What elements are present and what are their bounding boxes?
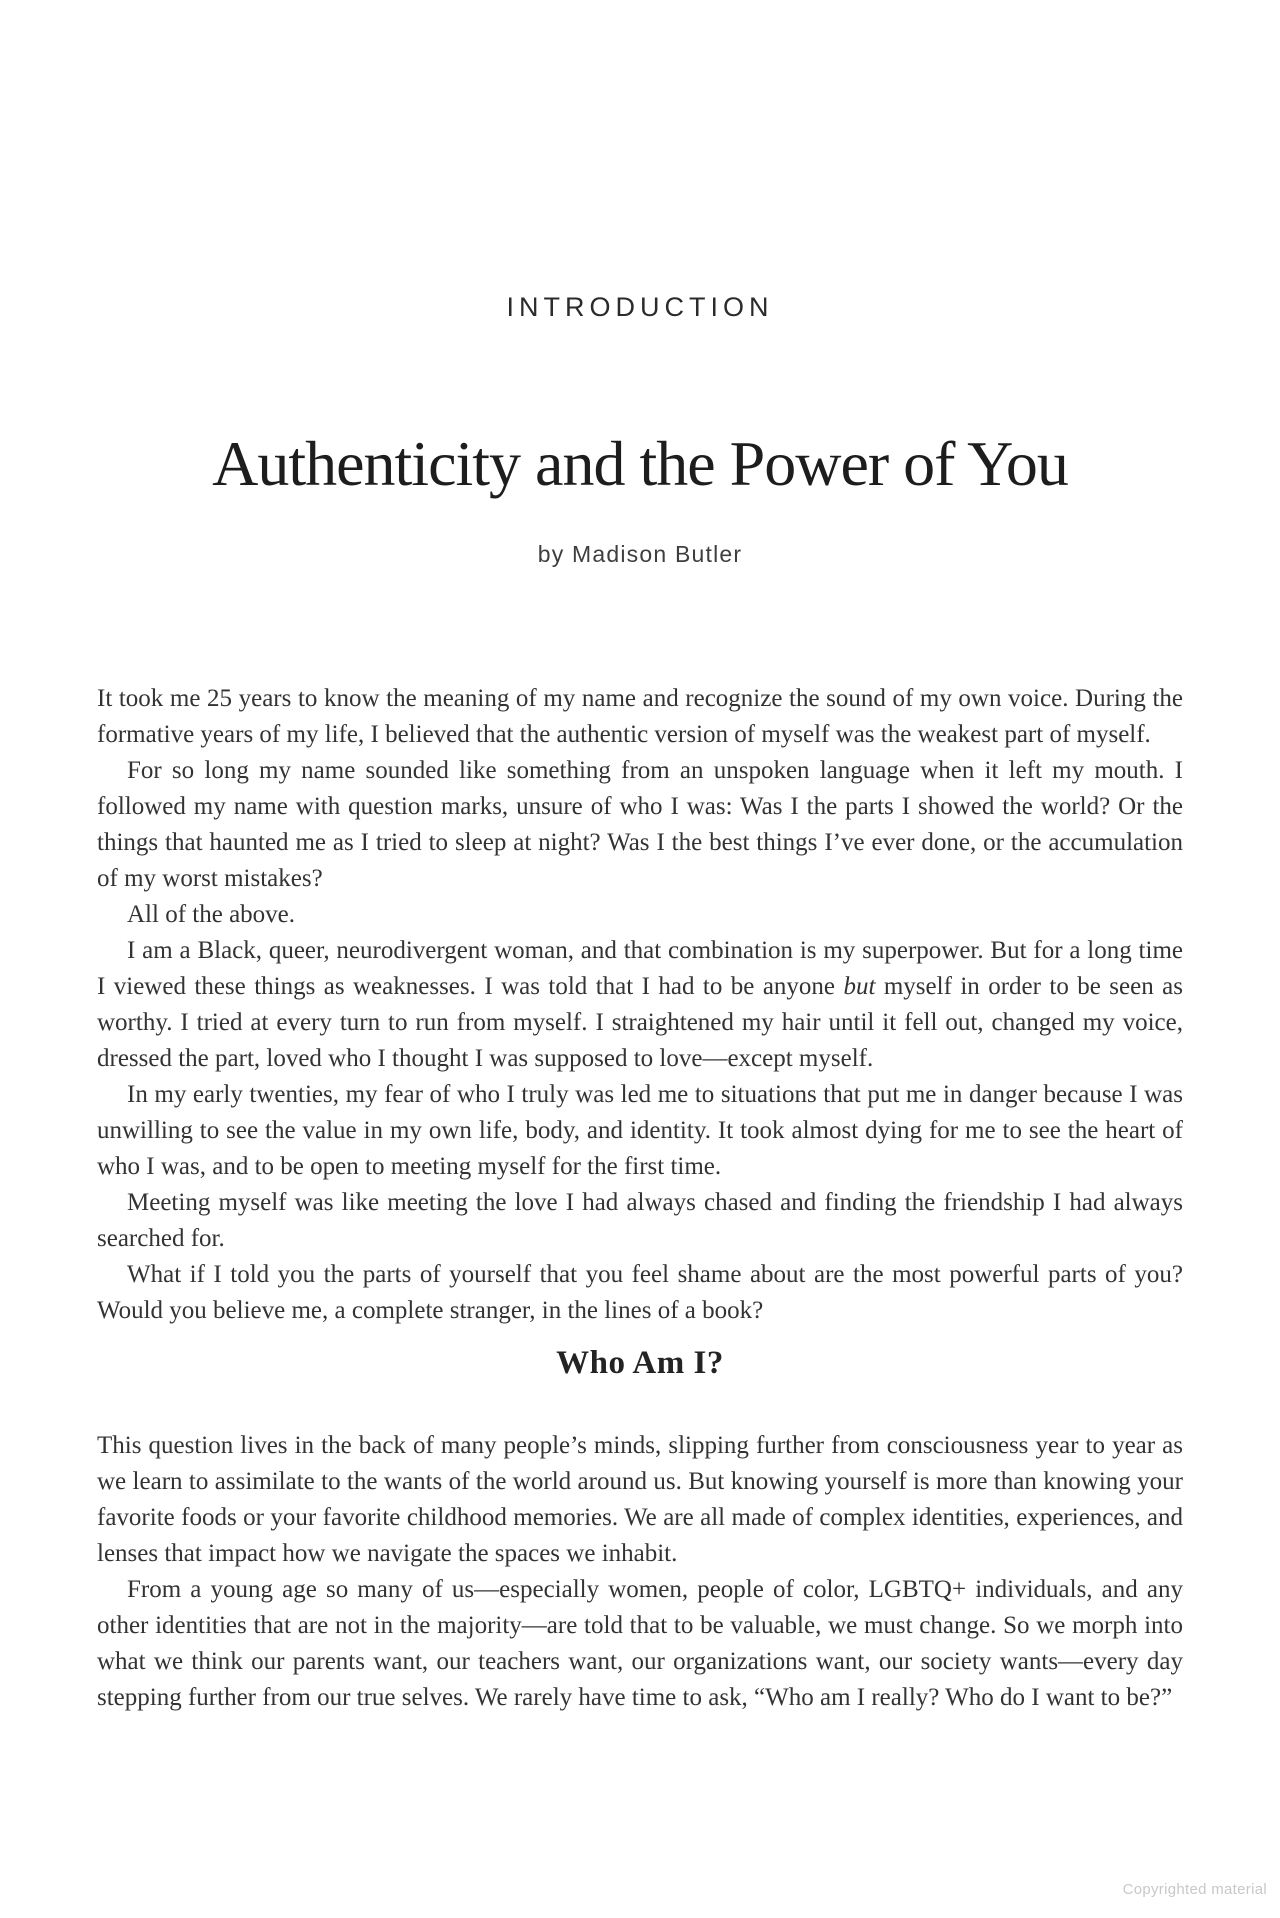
copyright-watermark: Copyrighted material <box>1122 1881 1267 1898</box>
paragraph <box>97 1572 1183 1716</box>
paragraph <box>97 933 1183 1077</box>
paragraph <box>97 1257 1183 1329</box>
text-run: It took me 25 years to know the meaning of my name and recognize the sound of my own voice. During the formative years of my life, I believed that the authentic version of myself was the weakest part of myself. <box>97 685 1183 748</box>
text-run: All of the above. <box>127 901 296 928</box>
byline: by Madison Butler <box>537 541 743 567</box>
paragraph <box>97 681 1183 753</box>
text-run: In my early twenties, my fear of who I truly was led me to situations that put me in danger because I was unwilling to see the value in my own life, body, and identity. It took almost dying for me to see the heart of who I was, and to be open to meeting myself for the first time. <box>97 1081 1183 1180</box>
text-run: For so long my name sounded like something from an unspoken language when it left my mouth. I followed my name with question marks, unsure of who I was: Was I the parts I showed the world? Or the things that haunted me as I tried to sleep at night? Was I the best things I’ve ever done, or the accumulation of my worst mistakes? <box>97 757 1183 892</box>
paragraph <box>97 1185 1183 1257</box>
paragraph <box>97 1077 1183 1185</box>
paragraph <box>97 753 1183 897</box>
italic-text-run: but <box>843 973 876 1000</box>
text-run: Meeting myself was like meeting the love I had always chased and finding the friendship I had always searched for. <box>97 1189 1183 1252</box>
body-text <box>97 681 1183 1716</box>
page-title: Authenticity and the Power of You <box>212 428 1068 499</box>
paragraph <box>97 897 1183 933</box>
chapter-kicker: INTRODUCTION <box>506 292 774 322</box>
text-run: From a young age so many of us—especially women, people of color, LGBTQ+ individuals, and any other identities that are not in the majority—are told that to be valuable, we must change. So we morph into what we think our parents want, our teachers want, our organizations want, our society wants—every day stepping further from our true selves. We rarely have time to ask, “Who am I really? Who do I want to be?” <box>97 1576 1183 1711</box>
section-heading: Who Am I? <box>556 1345 724 1381</box>
text-run: I am a Black, queer, neurodivergent woman, and that combination is my superpower. But for a long time I viewed these things as weaknesses. I was told that I had to be anyone <box>97 937 1183 1000</box>
text-run: What if I told you the parts of yourself that you feel shame about are the most powerful parts of you? Would you believe me, a complete stranger, in the lines of a book? <box>97 1261 1183 1324</box>
paragraph <box>97 1428 1183 1572</box>
text-run: This question lives in the back of many people’s minds, slipping further from consciousness year to year as we learn to assimilate to the wants of the world around us. But knowing yourself is more than knowing your favorite foods or your favorite childhood memories. We are all made of complex identities, experiences, and lenses that impact how we navigate the spaces we inhabit. <box>97 1432 1183 1567</box>
text-run: myself in order to be seen as worthy. I tried at every turn to run from myself. I straightened my hair until it fell out, changed my voice, dressed the part, loved who I thought I was supposed to love—except myself. <box>97 973 1183 1072</box>
